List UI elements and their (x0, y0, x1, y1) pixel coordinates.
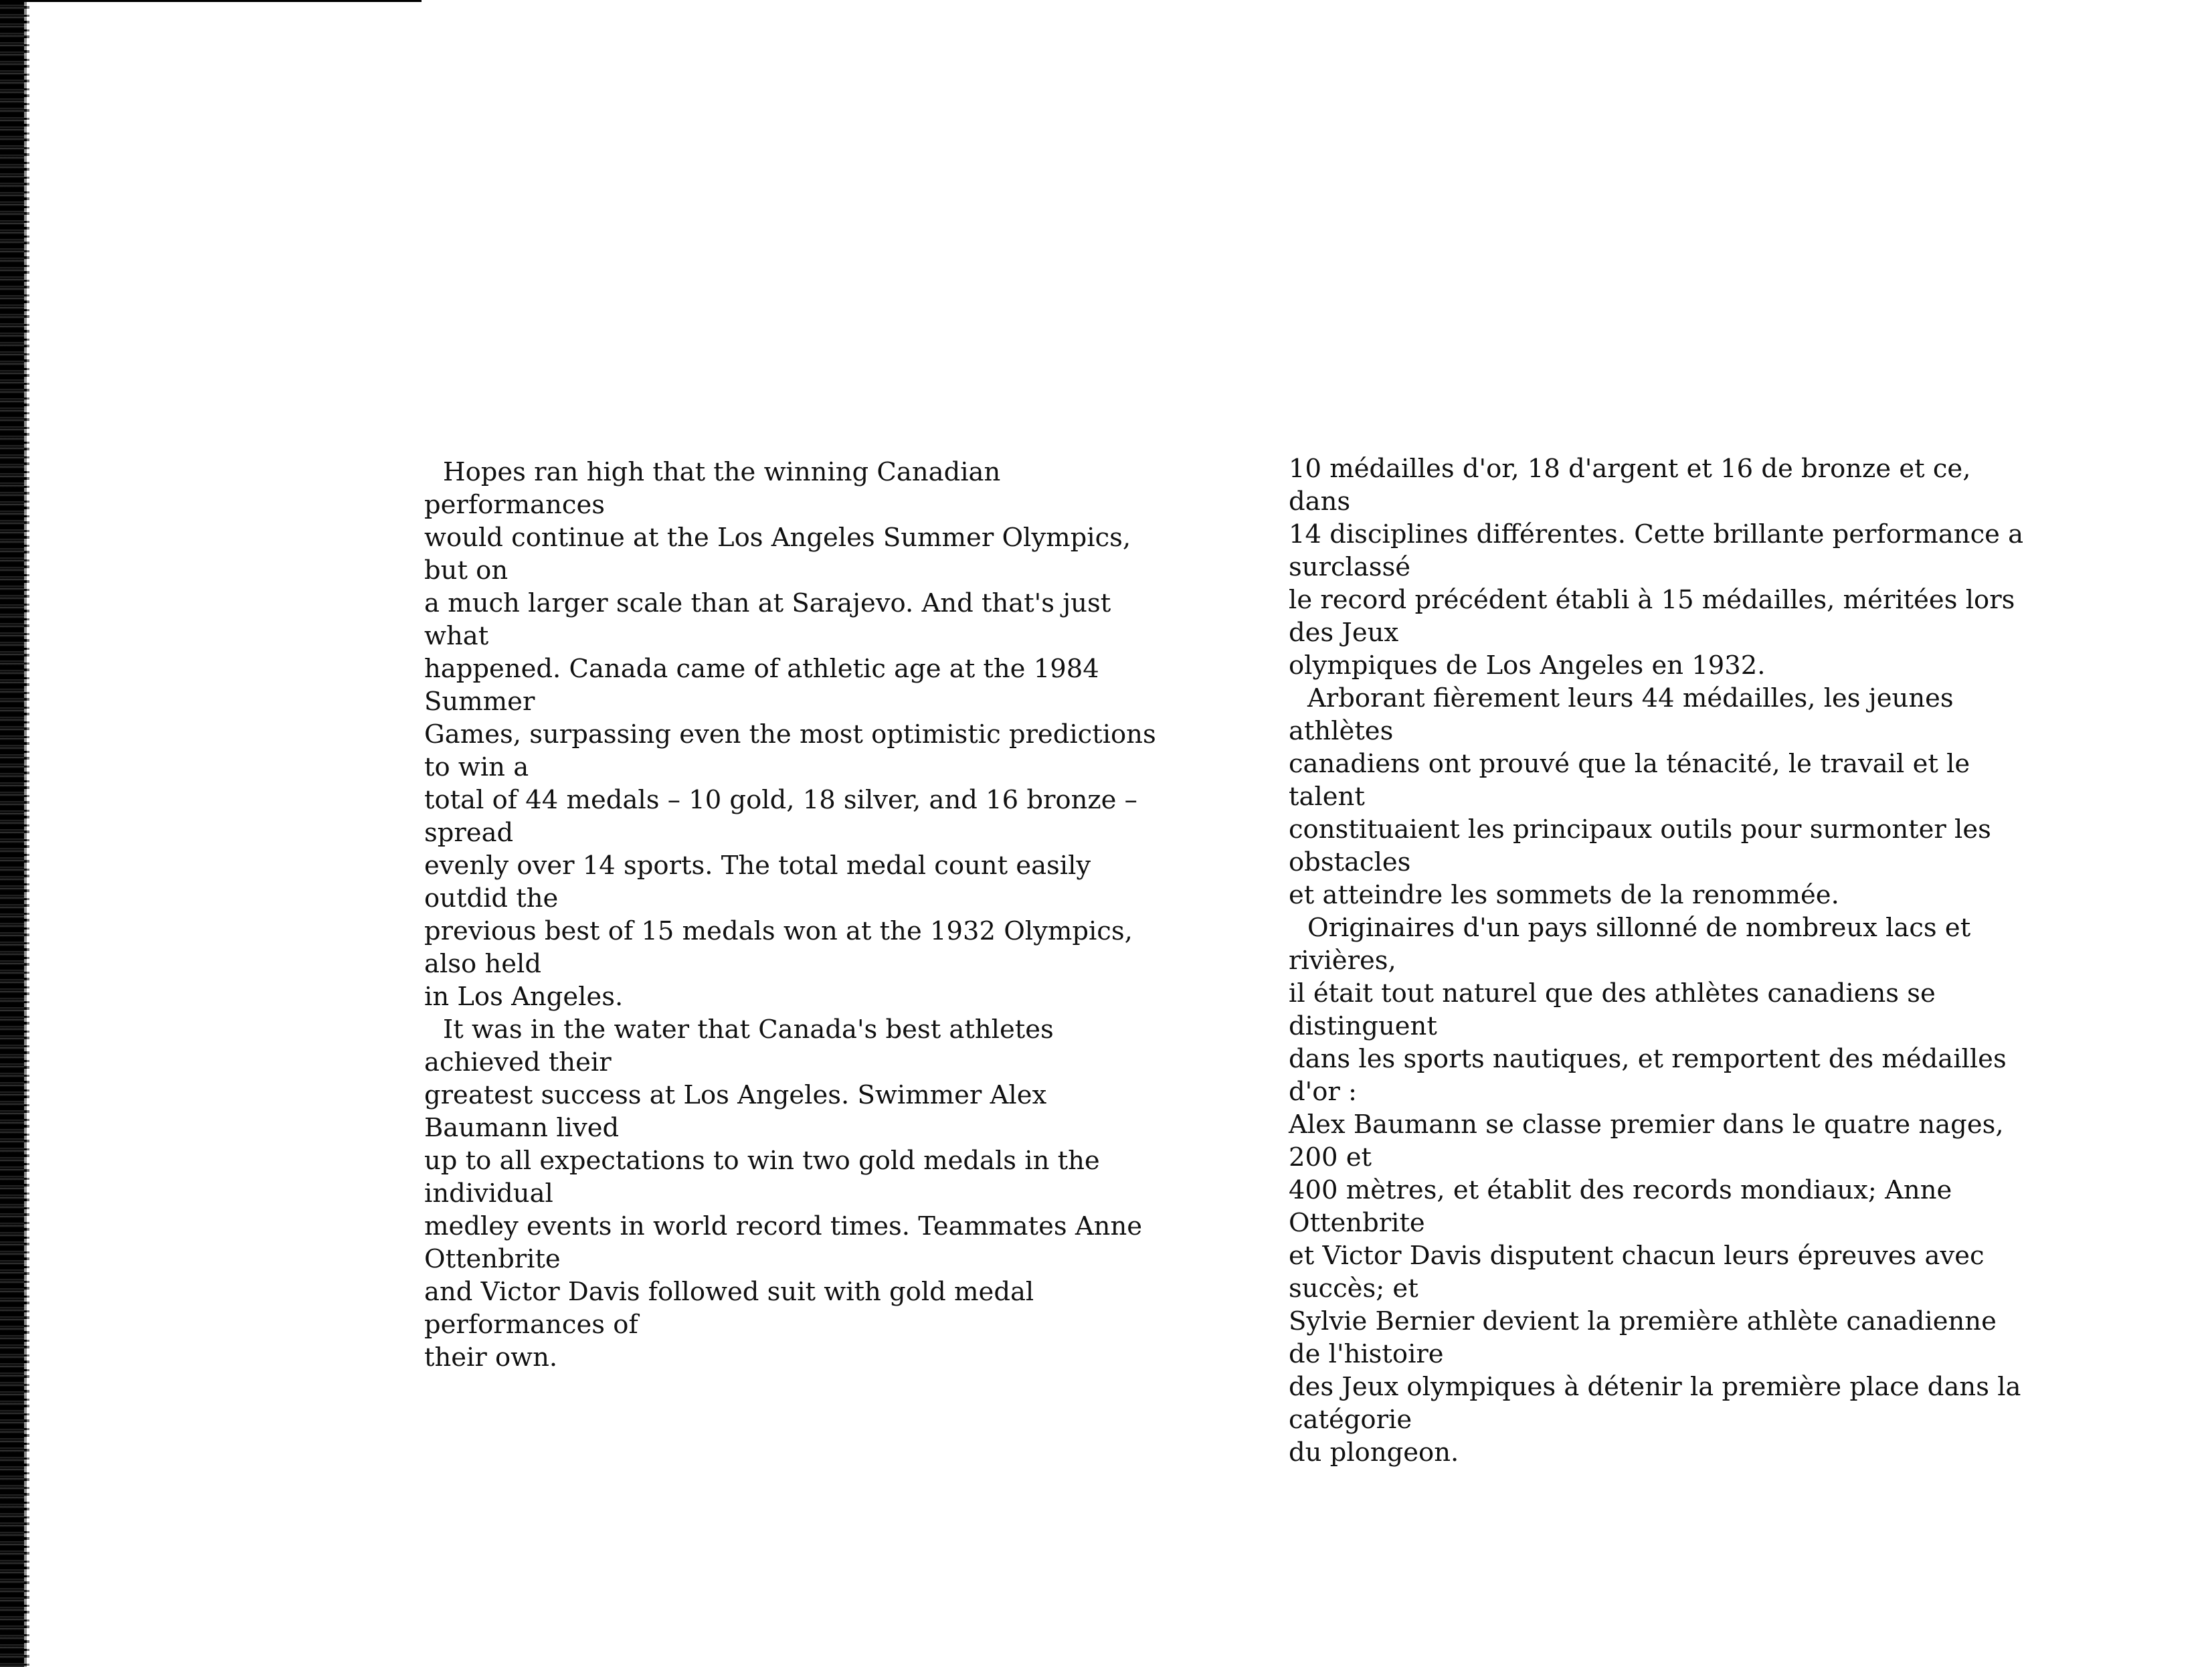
scan-edge-top (0, 0, 422, 2)
french-paragraph-3: Originaires d'un pays sillonné de nombreux lacs et rivières, il était tout naturel que des athlètes canadiens se distinguent dans les sports nautiques, et remportent des médailles d'or : Alex Baumann se classe premier dans le quatre nages, 200 et 400 mètres, et établit des records mondiaux; Anne Ottenbrite et Victor Davis disputent chacun leurs épreuves avec succès; et Sylvie Bernier devient la première athlète canadienne de l'histoire des Jeux olympiques à détenir la première place dans la catégorie du plongeon. (1289, 913, 2021, 1468)
french-paragraph-1: 10 médailles d'or, 18 d'argent et 16 de bronze et ce, dans 14 disciplines différentes. Cette brillante performance a surclassé le record précédent établi à 15 médailles, méritées lors des Jeux olympiques de Los Angeles en 1932. (1289, 454, 2024, 681)
english-column (424, 456, 1167, 1374)
french-paragraph-2: Arborant fièrement leurs 44 médailles, les jeunes athlètes canadiens ont prouvé que la ténacité, le travail et le talent constituaient les principaux outils pour surmonter les obstacles et atteindre les sommets de la renommée. (1289, 683, 1991, 910)
english-paragraph-1: Hopes ran high that the winning Canadian performances would continue at the Los Angeles Summer Olympics, but on a much larger scale than at Sarajevo. And that's just what happened. Canada came of athletic age at the 1984 Summer Games, surpassing even the most optimistic predictions to win a total of 44 medals – 10 gold, 18 silver, and 16 bronze – spread evenly over 14 sports. The total medal count easily outdid the previous best of 15 medals won at the 1932 Olympics, also held in Los Angeles. (424, 457, 1156, 1012)
scan-edge-left (0, 0, 27, 1667)
english-paragraph-2: It was in the water that Canada's best athletes achieved their greatest success at Los Angeles. Swimmer Alex Baumann lived up to all expectations to win two gold medals in the individual medley events in world record times. Teammates Anne Ottenbrite and Victor Davis followed suit with gold medal performances of their own. (424, 1015, 1143, 1373)
french-column (1289, 452, 2031, 1469)
